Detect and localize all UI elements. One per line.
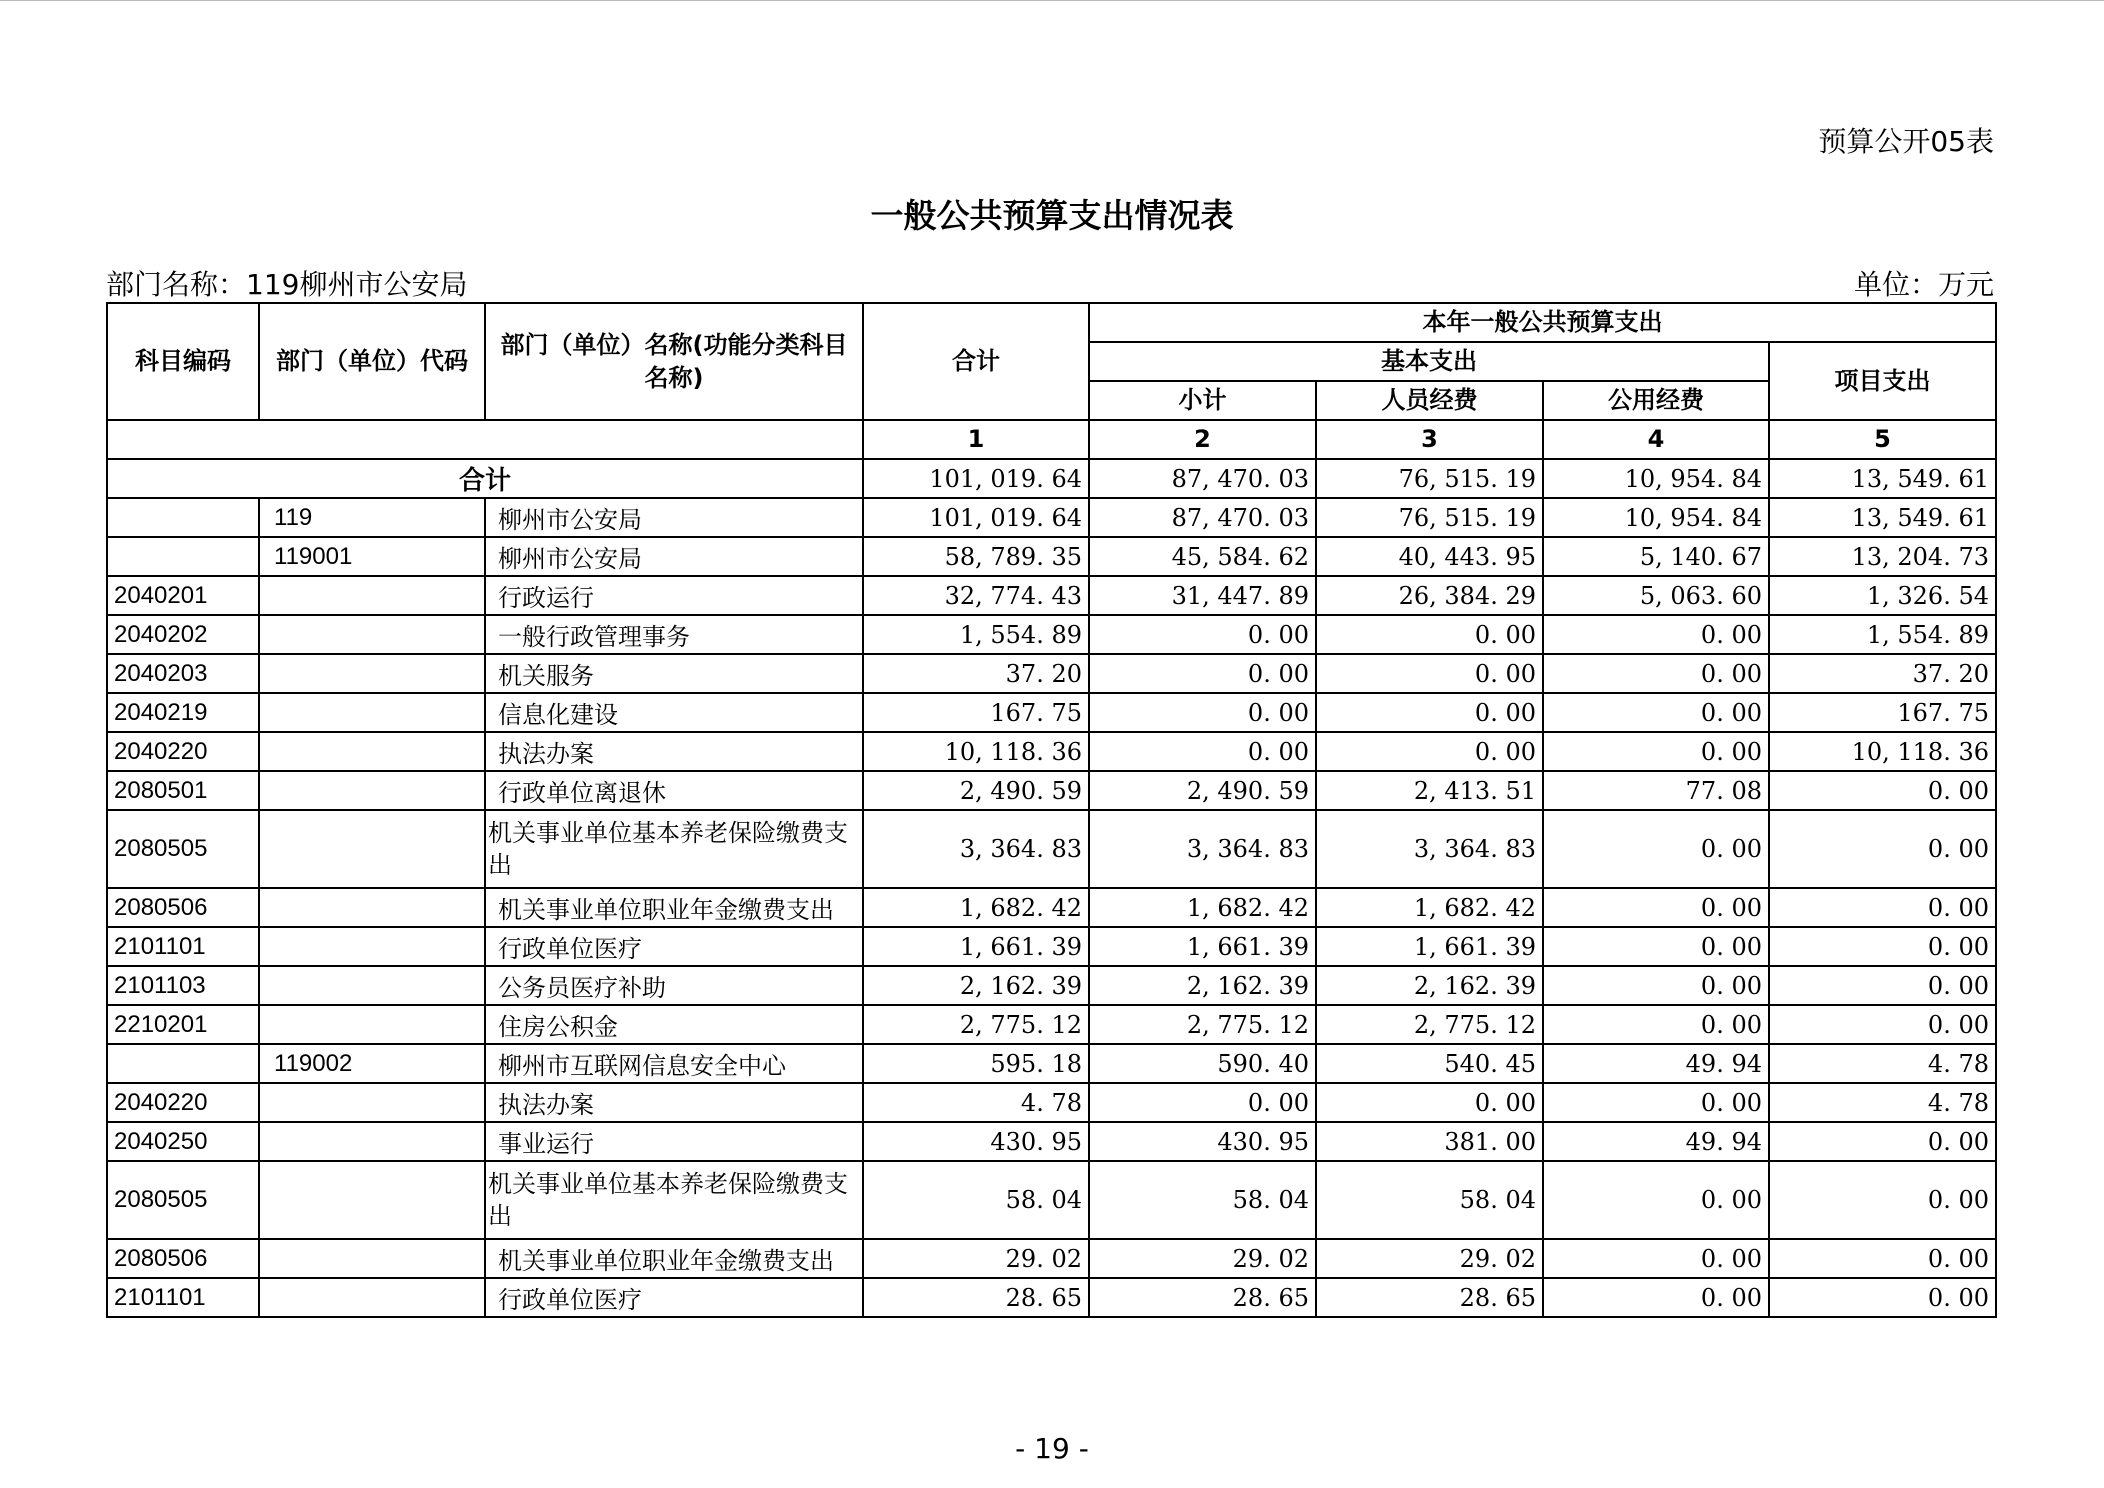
table-row <box>107 771 1996 810</box>
row-project: 13, 549. 61 <box>1769 498 1996 537</box>
row-subtotal: 0. 00 <box>1089 1083 1316 1122</box>
row-subtotal: 1, 682. 42 <box>1089 888 1316 927</box>
row-dept-code <box>259 693 485 732</box>
row-project: 0. 00 <box>1769 771 1996 810</box>
row-project: 0. 00 <box>1769 927 1996 966</box>
row-personnel: 29. 02 <box>1316 1239 1543 1278</box>
row-public: 0. 00 <box>1543 1239 1769 1278</box>
row-code <box>107 498 259 537</box>
row-project: 0. 00 <box>1769 810 1996 888</box>
row-project: 167. 75 <box>1769 693 1996 732</box>
row-public: 0. 00 <box>1543 1005 1769 1044</box>
table-header <box>107 303 1996 459</box>
row-public: 0. 00 <box>1543 966 1769 1005</box>
row-personnel: 2, 162. 39 <box>1316 966 1543 1005</box>
row-code: 2040250 <box>107 1122 259 1161</box>
row-project: 0. 00 <box>1769 1122 1996 1161</box>
table-row <box>107 615 1996 654</box>
row-dept-code <box>259 771 485 810</box>
row-project: 37. 20 <box>1769 654 1996 693</box>
row-public: 0. 00 <box>1543 693 1769 732</box>
row-personnel: 540. 45 <box>1316 1044 1543 1083</box>
table-row <box>107 654 1996 693</box>
row-project: 10, 118. 36 <box>1769 732 1996 771</box>
header-index-spacer <box>107 420 863 459</box>
unit-label: 单位：万元 <box>1853 268 1994 301</box>
row-personnel: 0. 00 <box>1316 1083 1543 1122</box>
row-code: 2040220 <box>107 1083 259 1122</box>
row-project: 0. 00 <box>1769 966 1996 1005</box>
row-code: 2040202 <box>107 615 259 654</box>
header-name: 部门（单位）名称(功能分类科目名称) <box>485 303 863 420</box>
total-row-public: 10, 954. 84 <box>1543 459 1769 498</box>
header-personnel: 人员经费 <box>1316 381 1543 420</box>
row-personnel: 58. 04 <box>1316 1161 1543 1239</box>
row-personnel: 40, 443. 95 <box>1316 537 1543 576</box>
row-total: 1, 661. 39 <box>863 927 1089 966</box>
department-name: 部门名称：119柳州市公安局 <box>106 268 468 301</box>
row-dept-code <box>259 810 485 888</box>
row-total: 430. 95 <box>863 1122 1089 1161</box>
row-dept-code <box>259 1161 485 1239</box>
header-index-5: 5 <box>1769 420 1996 459</box>
row-subtotal: 45, 584. 62 <box>1089 537 1316 576</box>
row-name: 机关事业单位基本养老保险缴费支出 <box>485 810 863 888</box>
row-public: 0. 00 <box>1543 732 1769 771</box>
row-subtotal: 31, 447. 89 <box>1089 576 1316 615</box>
row-personnel: 381. 00 <box>1316 1122 1543 1161</box>
row-total: 28. 65 <box>863 1278 1089 1317</box>
row-dept-code <box>259 1239 485 1278</box>
row-code: 2080501 <box>107 771 259 810</box>
row-dept-code <box>259 1083 485 1122</box>
row-public: 0. 00 <box>1543 1278 1769 1317</box>
row-code: 2101101 <box>107 927 259 966</box>
total-row-label: 合计 <box>107 459 863 498</box>
total-row-total: 101, 019. 64 <box>863 459 1089 498</box>
header-code: 科目编码 <box>107 303 259 420</box>
row-code: 2040219 <box>107 693 259 732</box>
row-subtotal: 0. 00 <box>1089 654 1316 693</box>
row-subtotal: 1, 661. 39 <box>1089 927 1316 966</box>
row-dept-code <box>259 576 485 615</box>
row-name: 行政单位离退休 <box>485 771 863 810</box>
row-subtotal: 28. 65 <box>1089 1278 1316 1317</box>
table-row <box>107 732 1996 771</box>
total-row-project: 13, 549. 61 <box>1769 459 1996 498</box>
row-personnel: 28. 65 <box>1316 1278 1543 1317</box>
page-title: 一般公共预算支出情况表 <box>870 196 1234 235</box>
table-row <box>107 1278 1996 1317</box>
row-subtotal: 0. 00 <box>1089 732 1316 771</box>
table-row <box>107 927 1996 966</box>
table-row <box>107 498 1996 537</box>
row-total: 2, 162. 39 <box>863 966 1089 1005</box>
row-personnel: 1, 682. 42 <box>1316 888 1543 927</box>
row-subtotal: 0. 00 <box>1089 615 1316 654</box>
header-index-1: 1 <box>863 420 1089 459</box>
row-project: 0. 00 <box>1769 1161 1996 1239</box>
row-name: 执法办案 <box>485 1083 863 1122</box>
row-total: 58. 04 <box>863 1161 1089 1239</box>
row-total: 29. 02 <box>863 1239 1089 1278</box>
row-name: 机关事业单位职业年金缴费支出 <box>485 1239 863 1278</box>
table-row <box>107 576 1996 615</box>
row-project: 0. 00 <box>1769 1005 1996 1044</box>
row-project: 13, 204. 73 <box>1769 537 1996 576</box>
header-dept-code: 部门（单位）代码 <box>259 303 485 420</box>
row-dept-code <box>259 927 485 966</box>
row-public: 0. 00 <box>1543 1161 1769 1239</box>
row-code: 2040201 <box>107 576 259 615</box>
row-public: 49. 94 <box>1543 1044 1769 1083</box>
row-subtotal: 0. 00 <box>1089 693 1316 732</box>
row-dept-code: 119 <box>259 498 485 537</box>
row-public: 49. 94 <box>1543 1122 1769 1161</box>
row-code: 2101101 <box>107 1278 259 1317</box>
row-code: 2101103 <box>107 966 259 1005</box>
row-name: 机关事业单位基本养老保险缴费支出 <box>485 1161 863 1239</box>
row-code: 2040203 <box>107 654 259 693</box>
row-name: 机关服务 <box>485 654 863 693</box>
row-total: 2, 490. 59 <box>863 771 1089 810</box>
row-personnel: 0. 00 <box>1316 654 1543 693</box>
row-code: 2210201 <box>107 1005 259 1044</box>
row-name: 行政单位医疗 <box>485 1278 863 1317</box>
row-total: 32, 774. 43 <box>863 576 1089 615</box>
row-personnel: 2, 775. 12 <box>1316 1005 1543 1044</box>
page-number: - 19 - <box>1015 1432 1089 1465</box>
header-project: 项目支出 <box>1769 342 1996 420</box>
row-total: 10, 118. 36 <box>863 732 1089 771</box>
row-project: 0. 00 <box>1769 1239 1996 1278</box>
row-subtotal: 29. 02 <box>1089 1239 1316 1278</box>
row-public: 0. 00 <box>1543 1083 1769 1122</box>
row-personnel: 26, 384. 29 <box>1316 576 1543 615</box>
row-code <box>107 537 259 576</box>
table-row <box>107 693 1996 732</box>
row-name: 事业运行 <box>485 1122 863 1161</box>
row-dept-code <box>259 615 485 654</box>
row-code: 2040220 <box>107 732 259 771</box>
row-subtotal: 430. 95 <box>1089 1122 1316 1161</box>
row-public: 5, 063. 60 <box>1543 576 1769 615</box>
header-total: 合计 <box>863 303 1089 420</box>
row-name: 公务员医疗补助 <box>485 966 863 1005</box>
row-project: 1, 554. 89 <box>1769 615 1996 654</box>
row-personnel: 0. 00 <box>1316 615 1543 654</box>
row-code: 2080506 <box>107 888 259 927</box>
header-subtotal: 小计 <box>1089 381 1316 420</box>
row-public: 0. 00 <box>1543 888 1769 927</box>
header-index-2: 2 <box>1089 420 1316 459</box>
row-dept-code <box>259 732 485 771</box>
header-public: 公用经费 <box>1543 381 1769 420</box>
total-row-personnel: 76, 515. 19 <box>1316 459 1543 498</box>
table-row <box>107 810 1996 888</box>
row-public: 0. 00 <box>1543 927 1769 966</box>
form-identifier: 预算公开05表 <box>1818 125 1994 158</box>
row-name: 住房公积金 <box>485 1005 863 1044</box>
total-row-subtotal: 87, 470. 03 <box>1089 459 1316 498</box>
row-personnel: 1, 661. 39 <box>1316 927 1543 966</box>
row-project: 0. 00 <box>1769 888 1996 927</box>
row-total: 58, 789. 35 <box>863 537 1089 576</box>
header-index-4: 4 <box>1543 420 1769 459</box>
row-total: 2, 775. 12 <box>863 1005 1089 1044</box>
row-dept-code <box>259 654 485 693</box>
row-subtotal: 58. 04 <box>1089 1161 1316 1239</box>
row-name: 执法办案 <box>485 732 863 771</box>
row-public: 10, 954. 84 <box>1543 498 1769 537</box>
row-project: 4. 78 <box>1769 1044 1996 1083</box>
row-project: 0. 00 <box>1769 1278 1996 1317</box>
row-personnel: 0. 00 <box>1316 693 1543 732</box>
row-dept-code: 119002 <box>259 1044 485 1083</box>
table-row <box>107 1239 1996 1278</box>
header-basic: 基本支出 <box>1089 342 1769 381</box>
row-dept-code <box>259 966 485 1005</box>
row-name: 信息化建设 <box>485 693 863 732</box>
row-subtotal: 2, 162. 39 <box>1089 966 1316 1005</box>
row-subtotal: 3, 364. 83 <box>1089 810 1316 888</box>
row-public: 0. 00 <box>1543 654 1769 693</box>
row-name: 柳州市互联网信息安全中心 <box>485 1044 863 1083</box>
row-code: 2080505 <box>107 1161 259 1239</box>
total-row <box>107 459 1996 498</box>
row-name: 机关事业单位职业年金缴费支出 <box>485 888 863 927</box>
table-row <box>107 1044 1996 1083</box>
table-row <box>107 1083 1996 1122</box>
row-dept-code <box>259 888 485 927</box>
row-personnel: 2, 413. 51 <box>1316 771 1543 810</box>
row-public: 0. 00 <box>1543 615 1769 654</box>
top-border-line <box>0 0 2104 1</box>
row-personnel: 3, 364. 83 <box>1316 810 1543 888</box>
row-subtotal: 2, 490. 59 <box>1089 771 1316 810</box>
row-project: 4. 78 <box>1769 1083 1996 1122</box>
row-personnel: 76, 515. 19 <box>1316 498 1543 537</box>
table-body <box>107 459 1996 1317</box>
row-total: 3, 364. 83 <box>863 810 1089 888</box>
row-total: 101, 019. 64 <box>863 498 1089 537</box>
row-name: 一般行政管理事务 <box>485 615 863 654</box>
row-subtotal: 2, 775. 12 <box>1089 1005 1316 1044</box>
row-code: 2080506 <box>107 1239 259 1278</box>
row-code: 2080505 <box>107 810 259 888</box>
row-dept-code <box>259 1122 485 1161</box>
table-row <box>107 888 1996 927</box>
row-total: 37. 20 <box>863 654 1089 693</box>
header-index-3: 3 <box>1316 420 1543 459</box>
table-row <box>107 1005 1996 1044</box>
row-total: 1, 682. 42 <box>863 888 1089 927</box>
row-dept-code <box>259 1278 485 1317</box>
row-code <box>107 1044 259 1083</box>
row-subtotal: 87, 470. 03 <box>1089 498 1316 537</box>
header-current-year: 本年一般公共预算支出 <box>1089 303 1996 342</box>
row-name: 行政单位医疗 <box>485 927 863 966</box>
row-name: 柳州市公安局 <box>485 537 863 576</box>
table-row <box>107 1161 1996 1239</box>
row-dept-code: 119001 <box>259 537 485 576</box>
row-project: 1, 326. 54 <box>1769 576 1996 615</box>
row-public: 0. 00 <box>1543 810 1769 888</box>
table-row <box>107 966 1996 1005</box>
row-total: 4. 78 <box>863 1083 1089 1122</box>
row-total: 595. 18 <box>863 1044 1089 1083</box>
row-public: 5, 140. 67 <box>1543 537 1769 576</box>
table-row <box>107 537 1996 576</box>
row-name: 行政运行 <box>485 576 863 615</box>
row-name: 柳州市公安局 <box>485 498 863 537</box>
row-total: 1, 554. 89 <box>863 615 1089 654</box>
row-subtotal: 590. 40 <box>1089 1044 1316 1083</box>
table-row <box>107 1122 1996 1161</box>
budget-expenditure-table <box>106 302 1997 1318</box>
row-public: 77. 08 <box>1543 771 1769 810</box>
row-personnel: 0. 00 <box>1316 732 1543 771</box>
row-total: 167. 75 <box>863 693 1089 732</box>
row-dept-code <box>259 1005 485 1044</box>
